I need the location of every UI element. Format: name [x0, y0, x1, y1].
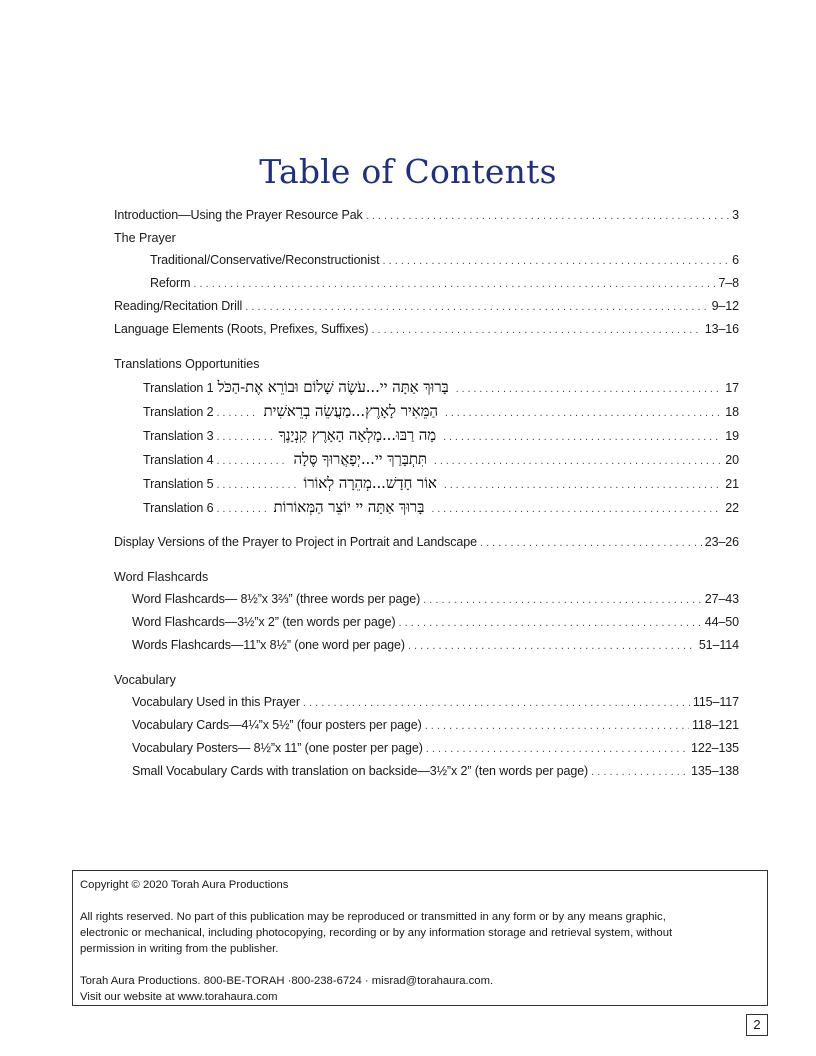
toc-entry-translation-1[interactable] — [143, 379, 739, 397]
toc-entry-label: Translation 2 — [143, 405, 214, 419]
toc-entry-label: Words Flashcards—11”x 8½” (one word per page) — [132, 638, 405, 652]
section-heading-translations: Translations Opportunities — [114, 357, 260, 371]
toc-entry-page: 20 — [725, 453, 739, 467]
website-line: Visit our website at www.torahaura.com — [80, 991, 278, 1003]
toc-entry-page: 18 — [725, 405, 739, 419]
toc-entry-translation-5[interactable] — [143, 475, 739, 493]
leader-dots — [217, 429, 272, 445]
toc-entry-label: Small Vocabulary Cards with translation on backside—3½”x 2” (ten words per page) — [132, 764, 589, 778]
toc-entry-reform[interactable] — [150, 275, 739, 292]
toc-entry-label: Translation 3 — [143, 429, 214, 443]
toc-entry-label: Reform — [150, 276, 191, 290]
copyright-line: Copyright © 2020 Torah Aura Productions — [80, 879, 289, 891]
leader-dots — [245, 299, 708, 315]
toc-entry-vocabulary-1[interactable] — [132, 694, 739, 711]
page-number: 2 — [746, 1014, 768, 1036]
toc-entry-display[interactable] — [114, 534, 739, 551]
toc-entry-label: Translation 4 — [143, 453, 214, 467]
page-title: Table of Contents — [259, 152, 557, 191]
leader-dots — [425, 718, 689, 734]
leader-dots — [217, 477, 297, 493]
toc-entry-translation-2[interactable] — [143, 403, 739, 421]
toc-entry-translation-4[interactable] — [143, 451, 739, 469]
toc-entry-page: 115–117 — [692, 695, 739, 709]
toc-entry-traditional[interactable] — [150, 252, 739, 269]
leader-dots — [423, 592, 702, 608]
toc-entry-flashcards-1[interactable] — [132, 591, 739, 608]
toc-entry-page: 19 — [725, 429, 739, 443]
hebrew-phrase: בָּרוּךְ אַתָּה יי...עֹשֶׂה שָׁלוֹם וּבוֹרֵא אֶת-הַכֹּל — [217, 379, 449, 396]
leader-dots — [431, 501, 722, 517]
toc-entry-page: 51–114 — [698, 638, 739, 652]
toc-entry-vocabulary-2[interactable] — [132, 717, 739, 734]
toc-entry-label: Display Versions of the Prayer to Project in Portrait and Landscape — [114, 535, 477, 549]
leader-dots — [217, 501, 267, 517]
copyright-box — [72, 870, 768, 1006]
leader-dots — [591, 764, 688, 780]
leader-dots — [444, 477, 722, 493]
toc-entry-label: Translation 6 — [143, 501, 214, 515]
toc-entry-language[interactable] — [114, 321, 739, 338]
leader-dots — [399, 615, 702, 631]
toc-entry-intro[interactable] — [114, 207, 739, 224]
hebrew-phrase: מָה רַבּוּ...מָלְאָה הָאָרֶץ קִנְיָנֶךָ — [278, 427, 437, 444]
toc-entry-label: Vocabulary Cards—4¼”x 5½” (four posters per page) — [132, 718, 422, 732]
rights-text-line: electronic or mechanical, including photocopying, recording or by any information storage and retrieval system, without — [80, 927, 673, 939]
leader-dots — [456, 381, 723, 397]
section-heading-prayer: The Prayer — [114, 231, 176, 245]
toc-entry-vocabulary-4[interactable] — [132, 763, 739, 780]
toc-entry-label: Language Elements (Roots, Prefixes, Suffixes) — [114, 322, 369, 336]
leader-dots — [303, 695, 690, 711]
toc-entry-page: 21 — [725, 477, 739, 491]
toc-entry-vocabulary-3[interactable] — [132, 740, 739, 757]
toc-entry-label: Vocabulary Posters— 8½”x 11” (one poster per page) — [132, 741, 423, 755]
contact-line: Torah Aura Productions. 800-BE-TORAH ·800-238-6724 · misrad@torahaura.com. — [80, 975, 494, 987]
leader-dots — [445, 405, 722, 421]
toc-entry-page: 9–12 — [711, 299, 739, 313]
toc-entry-page: 27–43 — [704, 592, 739, 606]
rights-text-line: All rights reserved. No part of this publication may be reproduced or transmitted in any form or by any means graphic, — [80, 911, 666, 923]
toc-entry-page: 7–8 — [718, 276, 739, 290]
toc-entry-flashcards-2[interactable] — [132, 614, 739, 631]
toc-entry-page: 17 — [725, 381, 739, 395]
toc-entry-label: Introduction—Using the Prayer Resource Pak — [114, 208, 363, 222]
toc-entry-page: 3 — [732, 208, 739, 222]
hebrew-phrase: אוֹר חָדָשׁ...מְהֵרָה לְאוֹרוֹ — [303, 475, 437, 492]
leader-dots — [193, 276, 715, 292]
leader-dots — [480, 535, 702, 551]
toc-entry-label: Vocabulary Used in this Prayer — [132, 695, 300, 709]
leader-dots — [371, 322, 701, 338]
toc-entry-page: 44–50 — [704, 615, 739, 629]
toc-entry-label: Word Flashcards— 8½”x 3⅔” (three words per page) — [132, 592, 421, 606]
leader-dots — [217, 453, 287, 469]
leader-dots — [443, 429, 722, 445]
toc-entry-label: Word Flashcards—3½”x 2” (ten words per page) — [132, 615, 396, 629]
hebrew-phrase: תִּתְבָּרַךְ יי...יְפָאֲרוּךָ סֶּלָה — [293, 451, 427, 468]
toc-entry-page: 13–16 — [704, 322, 739, 336]
leader-dots — [217, 405, 257, 421]
toc-entry-page: 135–138 — [691, 764, 739, 778]
section-heading-vocabulary: Vocabulary — [114, 673, 176, 687]
toc-entry-page: 118–121 — [691, 718, 739, 732]
toc-entry-label: Translation 1 — [143, 381, 214, 395]
toc-entry-translation-3[interactable] — [143, 427, 739, 445]
toc-entry-page: 22 — [725, 501, 739, 515]
toc-entry-label: Traditional/Conservative/Reconstructionist — [150, 253, 380, 267]
hebrew-phrase: הַמֵּאִיר לָאָרֶץ...מַעֲשֵׂה בְרֵאשִׁית — [263, 403, 438, 420]
leader-dots — [382, 253, 729, 269]
toc-entry-page: 122–135 — [691, 741, 739, 755]
leader-dots — [366, 208, 729, 224]
hebrew-phrase: בָּרוּךְ אַתָּה יי יוֹצֵר הַמְּאוֹרוֹת — [273, 499, 425, 516]
leader-dots — [426, 741, 688, 757]
toc-entry-page: 23–26 — [704, 535, 739, 549]
toc-entry-page: 6 — [732, 253, 739, 267]
toc-entry-flashcards-3[interactable] — [132, 637, 739, 654]
leader-dots — [434, 453, 722, 469]
toc-entry-label: Translation 5 — [143, 477, 214, 491]
section-heading-flashcards: Word Flashcards — [114, 570, 209, 584]
toc-entry-drill[interactable] — [114, 298, 739, 315]
leader-dots — [408, 638, 696, 654]
toc-entry-translation-6[interactable] — [143, 499, 739, 517]
rights-text-line: permission in writing from the publisher. — [80, 943, 279, 955]
toc-entry-label: Reading/Recitation Drill — [114, 299, 243, 313]
